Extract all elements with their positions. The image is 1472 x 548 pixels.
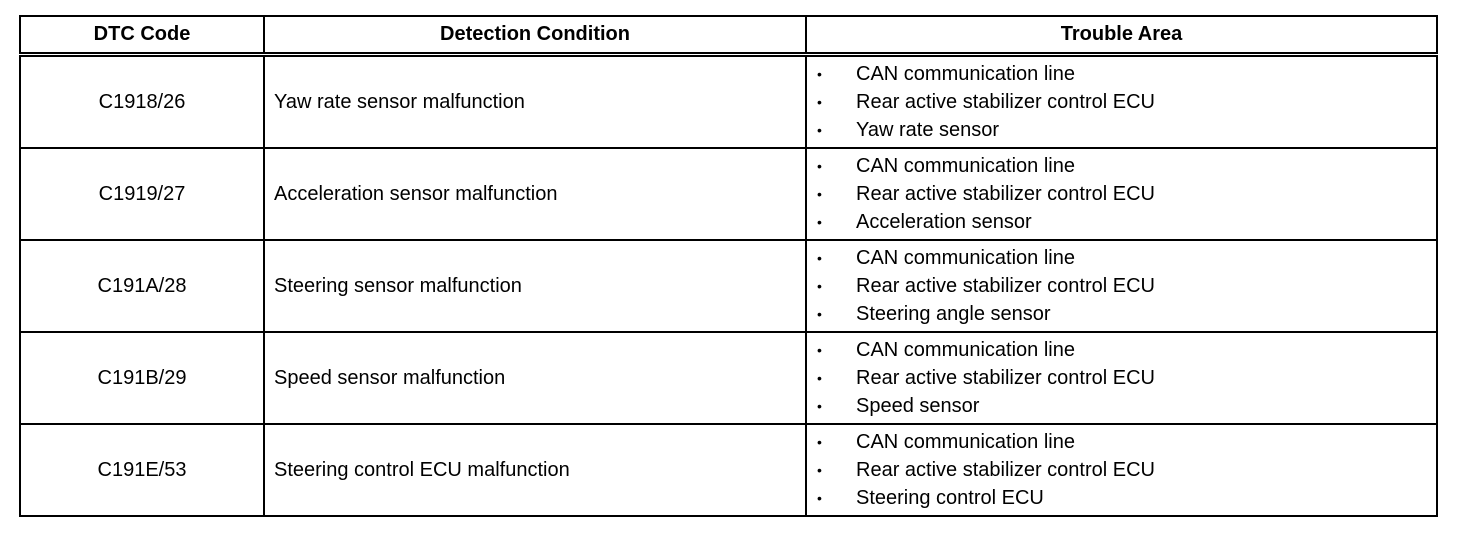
list-item xyxy=(807,456,1436,484)
trouble-area-text: CAN communication line xyxy=(856,247,1075,269)
list-item xyxy=(807,116,1436,144)
header-dtc-code: DTC Code xyxy=(20,16,264,55)
trouble-area-cell xyxy=(806,424,1437,516)
bullet-icon: • xyxy=(817,214,822,230)
header-detection-condition: Detection Condition xyxy=(264,16,806,55)
dtc-table xyxy=(19,15,1438,517)
bullet-icon: • xyxy=(817,278,822,294)
detection-condition-cell: Acceleration sensor malfunction xyxy=(264,148,806,240)
list-item xyxy=(807,272,1436,300)
trouble-area-text: Acceleration sensor xyxy=(856,211,1032,233)
list-item xyxy=(807,60,1436,88)
trouble-area-cell xyxy=(806,148,1437,240)
list-item xyxy=(807,364,1436,392)
dtc-code-cell: C191B/29 xyxy=(20,332,264,424)
trouble-area-list xyxy=(807,244,1436,328)
trouble-area-text: Rear active stabilizer control ECU xyxy=(856,183,1155,205)
trouble-area-text: Steering control ECU xyxy=(856,487,1044,509)
bullet-icon: • xyxy=(817,186,822,202)
trouble-area-text: CAN communication line xyxy=(856,339,1075,361)
bullet-icon: • xyxy=(817,158,822,174)
list-item xyxy=(807,336,1436,364)
bullet-icon: • xyxy=(817,462,822,478)
detection-condition-cell: Steering control ECU malfunction xyxy=(264,424,806,516)
trouble-area-cell xyxy=(806,332,1437,424)
detection-condition-cell: Steering sensor malfunction xyxy=(264,240,806,332)
detection-condition-cell: Yaw rate sensor malfunction xyxy=(264,55,806,149)
table-row xyxy=(20,240,1437,332)
trouble-area-text: Rear active stabilizer control ECU xyxy=(856,367,1155,389)
bullet-icon: • xyxy=(817,122,822,138)
dtc-code-cell: C1918/26 xyxy=(20,55,264,149)
trouble-area-text: Steering angle sensor xyxy=(856,303,1051,325)
trouble-area-text: Speed sensor xyxy=(856,395,980,417)
trouble-area-cell xyxy=(806,240,1437,332)
dtc-code-cell: C1919/27 xyxy=(20,148,264,240)
trouble-area-text: Rear active stabilizer control ECU xyxy=(856,275,1155,297)
trouble-area-text: Rear active stabilizer control ECU xyxy=(856,459,1155,481)
dtc-code-cell: C191E/53 xyxy=(20,424,264,516)
trouble-area-text: CAN communication line xyxy=(856,155,1075,177)
dtc-code-cell: C191A/28 xyxy=(20,240,264,332)
table-row xyxy=(20,55,1437,149)
trouble-area-list xyxy=(807,428,1436,512)
list-item xyxy=(807,428,1436,456)
trouble-area-text: CAN communication line xyxy=(856,63,1075,85)
list-item xyxy=(807,152,1436,180)
table-row xyxy=(20,332,1437,424)
bullet-icon: • xyxy=(817,66,822,82)
bullet-icon: • xyxy=(817,434,822,450)
bullet-icon: • xyxy=(817,94,822,110)
bullet-icon: • xyxy=(817,250,822,266)
trouble-area-text: CAN communication line xyxy=(856,431,1075,453)
list-item xyxy=(807,244,1436,272)
bullet-icon: • xyxy=(817,398,822,414)
trouble-area-list xyxy=(807,60,1436,144)
list-item xyxy=(807,208,1436,236)
list-item xyxy=(807,180,1436,208)
bullet-icon: • xyxy=(817,490,822,506)
trouble-area-list xyxy=(807,336,1436,420)
table-header-row xyxy=(20,16,1437,55)
list-item xyxy=(807,88,1436,116)
list-item xyxy=(807,300,1436,328)
trouble-area-list xyxy=(807,152,1436,236)
header-trouble-area: Trouble Area xyxy=(806,16,1437,55)
bullet-icon: • xyxy=(817,306,822,322)
table-row xyxy=(20,424,1437,516)
table-row xyxy=(20,148,1437,240)
list-item xyxy=(807,484,1436,512)
trouble-area-cell xyxy=(806,55,1437,149)
trouble-area-text: Rear active stabilizer control ECU xyxy=(856,91,1155,113)
list-item xyxy=(807,392,1436,420)
detection-condition-cell: Speed sensor malfunction xyxy=(264,332,806,424)
bullet-icon: • xyxy=(817,342,822,358)
trouble-area-text: Yaw rate sensor xyxy=(856,119,1000,141)
bullet-icon: • xyxy=(817,370,822,386)
